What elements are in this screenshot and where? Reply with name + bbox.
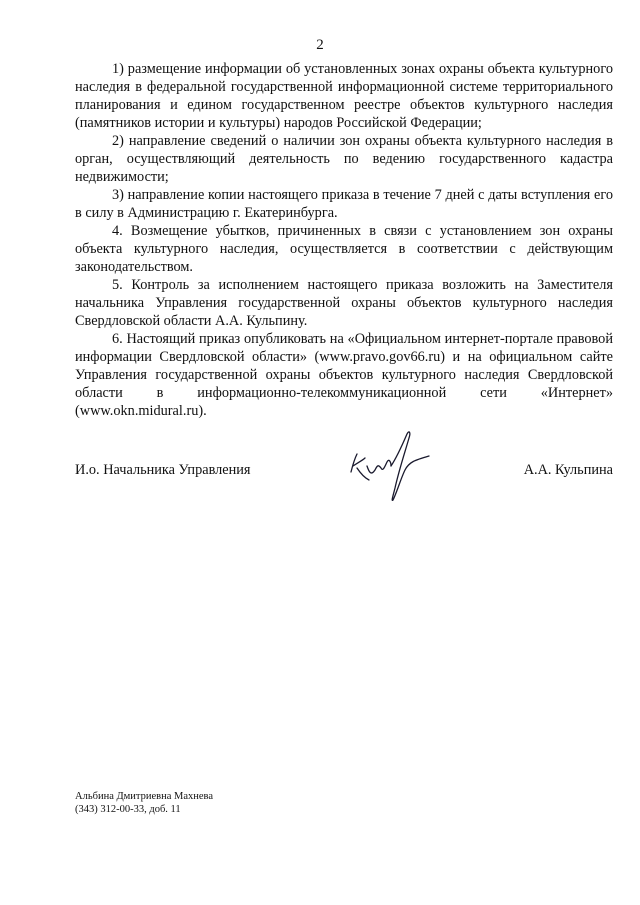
paragraph-2: 2) направление сведений о наличии зон охраны объекта культурного наследия в орган, осуществляющий деятельность по ведению государственного кадастра недвижимости; xyxy=(75,133,613,185)
handwritten-signature-icon xyxy=(345,426,435,506)
page-number: 2 xyxy=(316,37,324,53)
paragraph-1: 1) размещение информации об установленных зонах охраны объекта культурного наследия в федеральной государственной информационной системе территориального планирования и едином государственном реестре объектов культурного наследия (памятников истории и культуры) народов Российской Федерации; xyxy=(75,61,613,131)
signatory-name: А.А. Кульпина xyxy=(523,462,613,478)
paragraph-4: 4. Возмещение убытков, причиненных в связи с установлением зон охраны объекта культурного наследия, осуществляется в соответствии с действующим законодательством. xyxy=(75,223,613,275)
paragraph-3: 3) направление копии настоящего приказа в течение 7 дней с даты вступления его в силу в Администрацию г. Екатеринбурга. xyxy=(75,187,613,221)
document-body xyxy=(75,60,613,420)
paragraph-6: 6. Настоящий приказ опубликовать на «Официальном интернет-портале правовой информации Свердловской области» (www.pravo.gov66.ru) и на официальном сайте Управления государственной охраны объектов культурного наследия Свердловской области в информационно-телекоммуникационной сети «Интернет» (www.okn.midural.ru). xyxy=(75,331,613,419)
signature-block xyxy=(75,462,613,522)
signatory-title: И.о. Начальника Управления xyxy=(75,462,251,478)
paragraph-5: 5. Контроль за исполнением настоящего приказа возложить на Заместителя начальника Управления государственной охраны объектов культурного наследия Свердловской области А.А. Кульпину. xyxy=(75,277,613,329)
executor-name: Альбина Дмитриевна Махнева xyxy=(75,791,214,802)
executor-phone: (343) 312-00-33, доб. 11 xyxy=(75,804,181,815)
executor-info xyxy=(75,790,213,816)
